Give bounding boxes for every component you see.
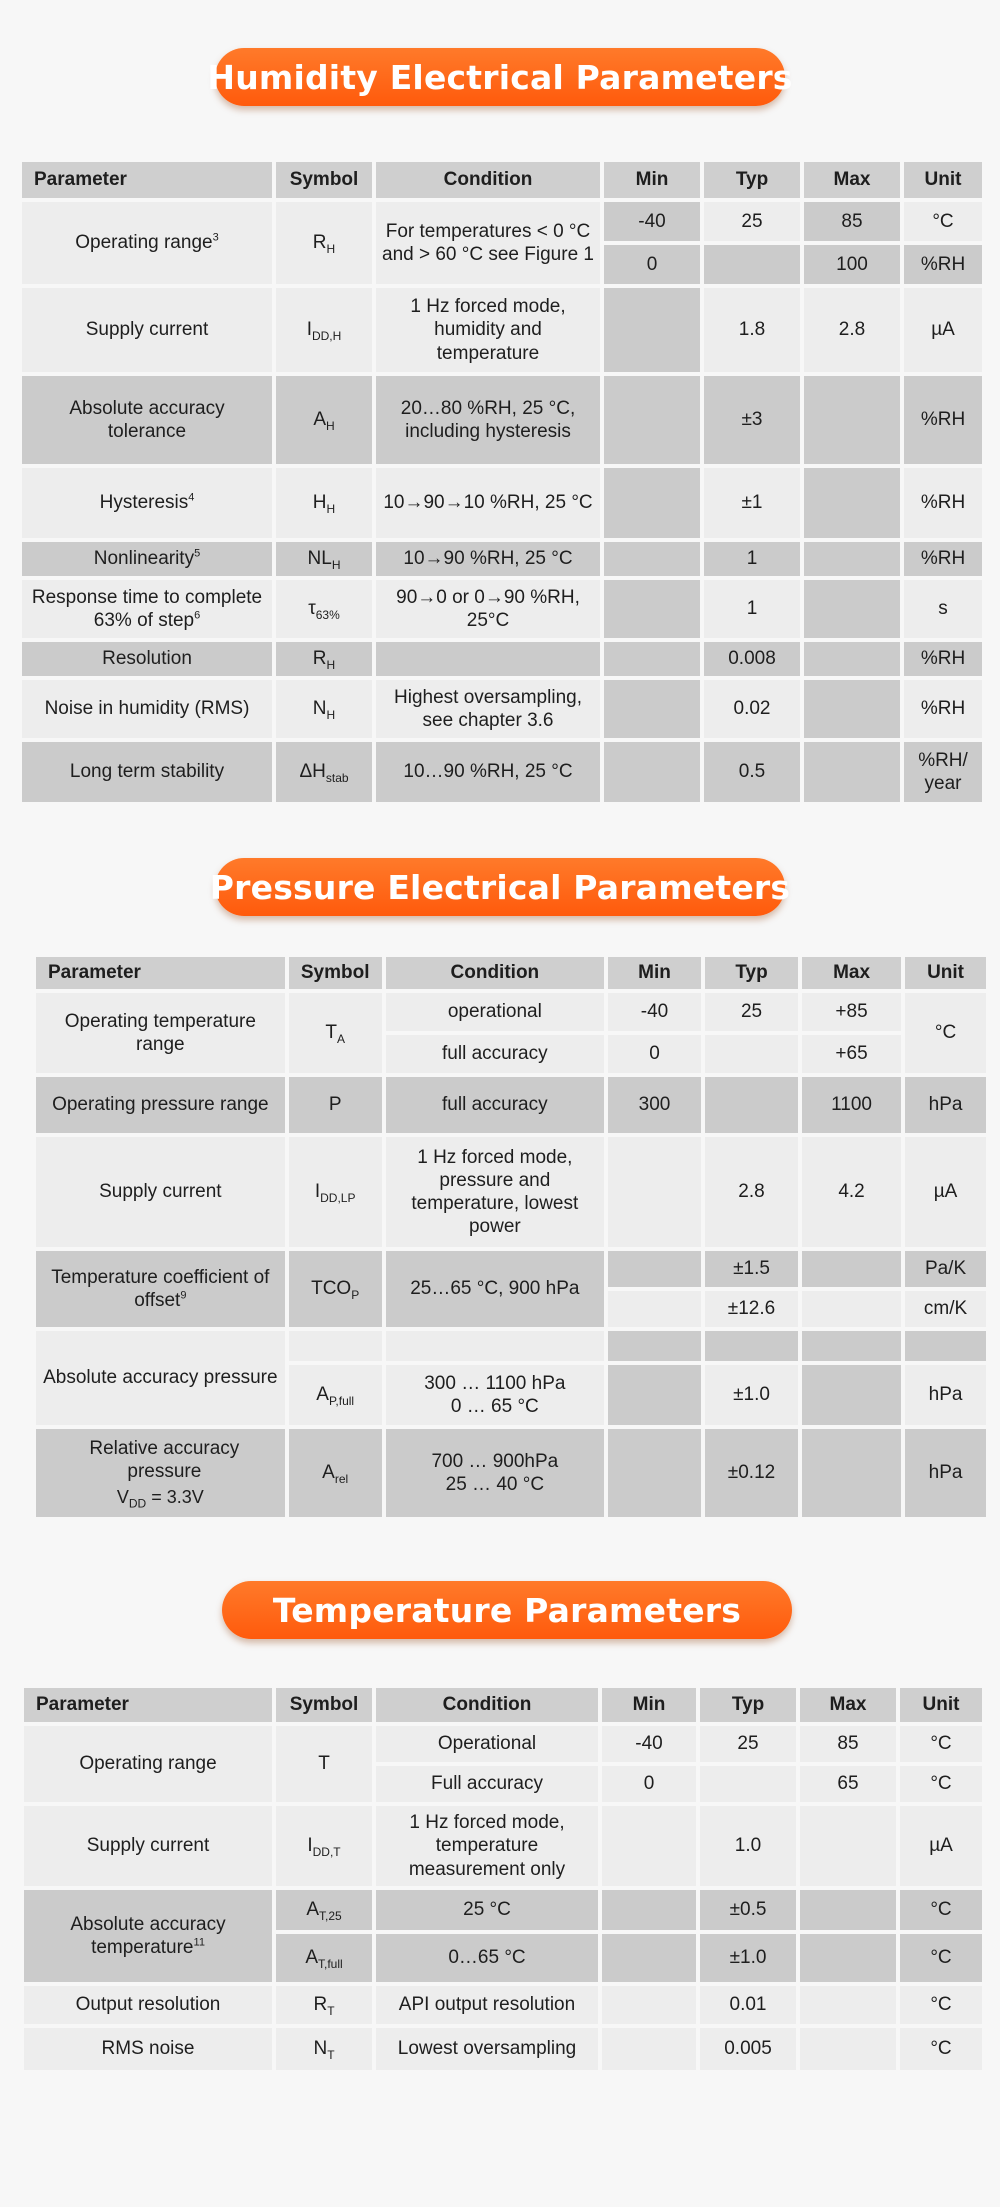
typ-cell: 25 [700, 1726, 796, 1762]
typ-cell: 25 [705, 993, 798, 1031]
column-header-condition: Condition [376, 162, 600, 198]
min-cell [604, 680, 700, 738]
max-cell [804, 542, 900, 576]
parameter-cell: Absolute accuracy pressure [36, 1331, 285, 1425]
column-header-symbol: Symbol [289, 957, 382, 989]
unit-cell: °C [900, 1726, 982, 1762]
table-row [22, 642, 982, 676]
parameter-cell: Relative accuracy pressure $V_{DD} = 3.3V$ [36, 1429, 285, 1517]
max-cell [802, 1429, 901, 1517]
column-header-max: Max [802, 957, 901, 989]
table-row [24, 1726, 982, 1762]
condition-cell: 1 Hz forced mode, pressure and temperature, lowest power [386, 1137, 604, 1247]
table-header-row [24, 1688, 982, 1722]
unit-cell: %RH [904, 642, 982, 676]
typ-cell: ±0.5 [700, 1890, 796, 1930]
unit-cell: %RH [904, 245, 982, 284]
typ-cell: 0.005 [700, 2028, 796, 2070]
condition-cell [376, 642, 600, 676]
max-cell [804, 680, 900, 738]
max-cell [800, 2028, 896, 2070]
max-cell [802, 1331, 901, 1361]
symbol-cell: $I_{DD,H}$ [276, 288, 372, 372]
min-cell [604, 642, 700, 676]
min-cell [602, 1890, 696, 1930]
table-row [22, 542, 982, 576]
min-cell: -40 [608, 993, 701, 1031]
min-cell [604, 376, 700, 464]
column-header-condition: Condition [386, 957, 604, 989]
typ-cell [700, 1766, 796, 1802]
symbol-cell: $I_{DD,T}$ [276, 1806, 372, 1886]
parameter-cell: Operating pressure range [36, 1077, 285, 1133]
parameter-cell: RMS noise [24, 2028, 272, 2070]
table-row [22, 202, 982, 241]
symbol-cell: $I_{DD,LP}$ [289, 1137, 382, 1247]
condition-cell: Full accuracy [376, 1766, 598, 1802]
max-cell [800, 1890, 896, 1930]
table-row [36, 1429, 986, 1517]
condition-cell: 300 … 1100 hPa 0 … 65 °C [386, 1365, 604, 1425]
typ-cell: 0.02 [704, 680, 800, 738]
column-header-min: Min [604, 162, 700, 198]
typ-cell: ±1 [704, 468, 800, 538]
condition-cell: 10…90 %RH, 25 °C [376, 742, 600, 802]
unit-cell: hPa [905, 1365, 986, 1425]
typ-cell: ±3 [704, 376, 800, 464]
temperature-section-title: Temperature Parameters [222, 1581, 792, 1639]
column-header-typ: Typ [700, 1688, 796, 1722]
max-cell: 100 [804, 245, 900, 284]
min-cell [608, 1365, 701, 1425]
min-cell [608, 1291, 701, 1327]
condition-cell: 10→90→10 %RH, 25 °C [376, 468, 600, 538]
min-cell [602, 2028, 696, 2070]
unit-cell: µA [905, 1137, 986, 1247]
typ-cell: ±1.0 [700, 1934, 796, 1982]
unit-cell: µA [900, 1806, 982, 1886]
typ-cell: ±0.12 [705, 1429, 798, 1517]
symbol-cell: $A_{T,25}$ [276, 1890, 372, 1930]
column-header-typ: Typ [704, 162, 800, 198]
table-row [22, 742, 982, 802]
table-header-row [36, 957, 986, 989]
condition-cell: Lowest oversampling [376, 2028, 598, 2070]
typ-cell: 2.8 [705, 1137, 798, 1247]
typ-cell: ±1.0 [705, 1365, 798, 1425]
max-cell: 85 [804, 202, 900, 241]
symbol-cell: $T_A$ [289, 993, 382, 1073]
min-cell [604, 542, 700, 576]
humidity-parameters-table [18, 158, 986, 806]
table-row [22, 468, 982, 538]
typ-cell: ±12.6 [705, 1291, 798, 1327]
unit-cell: µA [904, 288, 982, 372]
column-header-min: Min [608, 957, 701, 989]
min-cell [604, 288, 700, 372]
unit-cell: °C [900, 1986, 982, 2024]
condition-cell [386, 1331, 604, 1361]
condition-cell: Highest oversampling, see chapter 3.6 [376, 680, 600, 738]
condition-cell: 0…65 °C [376, 1934, 598, 1982]
symbol-cell: $R_H$ [276, 202, 372, 284]
column-header-max: Max [804, 162, 900, 198]
min-cell: 300 [608, 1077, 701, 1133]
unit-cell: °C [900, 1890, 982, 1930]
max-cell [800, 1806, 896, 1886]
table-row [22, 680, 982, 738]
condition-cell: 1 Hz forced mode, humidity and temperature [376, 288, 600, 372]
symbol-cell: $N_H$ [276, 680, 372, 738]
max-cell: 2.8 [804, 288, 900, 372]
min-cell: -40 [604, 202, 700, 241]
parameter-cell: Supply current [24, 1806, 272, 1886]
parameter-cell: Absolute accuracy temperature$^{11}$ [24, 1890, 272, 1982]
typ-cell: 0.008 [704, 642, 800, 676]
unit-cell: Pa/K [905, 1251, 986, 1287]
symbol-cell: $N_T$ [276, 2028, 372, 2070]
condition-cell: 1 Hz forced mode, temperature measurement only [376, 1806, 598, 1886]
min-cell [608, 1137, 701, 1247]
unit-cell: cm/K [905, 1291, 986, 1327]
max-cell: 4.2 [802, 1137, 901, 1247]
max-cell [800, 1986, 896, 2024]
parameter-cell: Long term stability [22, 742, 272, 802]
table-row [24, 1890, 982, 1930]
max-cell: 85 [800, 1726, 896, 1762]
pressure-section-title: Pressure Electrical Parameters [215, 858, 785, 916]
column-header-unit: Unit [900, 1688, 982, 1722]
min-cell [604, 468, 700, 538]
min-cell [602, 1806, 696, 1886]
unit-cell: °C [900, 1934, 982, 1982]
unit-cell: °C [904, 202, 982, 241]
table-row [36, 1137, 986, 1247]
min-cell: 0 [602, 1766, 696, 1802]
unit-cell: s [904, 580, 982, 638]
temperature-parameters-table [20, 1684, 986, 2074]
max-cell [804, 580, 900, 638]
parameter-cell: Absolute accuracy tolerance [22, 376, 272, 464]
unit-cell: °C [900, 2028, 982, 2070]
typ-cell [705, 1035, 798, 1073]
max-cell: +85 [802, 993, 901, 1031]
symbol-cell: $R_H$ [276, 642, 372, 676]
condition-cell: full accuracy [386, 1077, 604, 1133]
unit-cell: °C [905, 993, 986, 1073]
typ-cell: 1.0 [700, 1806, 796, 1886]
min-cell [602, 1934, 696, 1982]
typ-cell: 0.01 [700, 1986, 796, 2024]
max-cell: 1100 [802, 1077, 901, 1133]
condition-cell: 20…80 %RH, 25 °C, including hysteresis [376, 376, 600, 464]
typ-cell: 0.5 [704, 742, 800, 802]
symbol-cell [289, 1331, 382, 1361]
condition-cell: full accuracy [386, 1035, 604, 1073]
min-cell: 0 [608, 1035, 701, 1073]
unit-cell: %RH [904, 468, 982, 538]
condition-cell: 25…65 °C, 900 hPa [386, 1251, 604, 1327]
parameter-cell: Output resolution [24, 1986, 272, 2024]
min-cell: 0 [604, 245, 700, 284]
condition-cell: 25 °C [376, 1890, 598, 1930]
column-header-condition: Condition [376, 1688, 598, 1722]
max-cell [802, 1365, 901, 1425]
unit-cell: %RH [904, 542, 982, 576]
parameter-cell: Operating temperature range [36, 993, 285, 1073]
symbol-cell: $\tau_{63\%}$ [276, 580, 372, 638]
column-header-max: Max [800, 1688, 896, 1722]
max-cell [802, 1251, 901, 1287]
column-header-min: Min [602, 1688, 696, 1722]
column-header-parameter: Parameter [22, 162, 272, 198]
condition-cell: For temperatures < 0 °C and > 60 °C see Figure 1 [376, 202, 600, 284]
symbol-cell: $\Delta H_{stab}$ [276, 742, 372, 802]
parameter-cell: Resolution [22, 642, 272, 676]
min-cell [604, 742, 700, 802]
typ-cell [704, 245, 800, 284]
column-header-symbol: Symbol [276, 1688, 372, 1722]
table-row [36, 1331, 986, 1361]
unit-cell: °C [900, 1766, 982, 1802]
symbol-cell: $TCO_P$ [289, 1251, 382, 1327]
condition-cell: 700 … 900hPa 25 … 40 °C [386, 1429, 604, 1517]
condition-cell: Operational [376, 1726, 598, 1762]
max-cell: 65 [800, 1766, 896, 1802]
symbol-cell: $H_H$ [276, 468, 372, 538]
column-header-parameter: Parameter [36, 957, 285, 989]
max-cell: +65 [802, 1035, 901, 1073]
min-cell [604, 580, 700, 638]
parameter-cell: Operating range [24, 1726, 272, 1802]
symbol-cell: T [276, 1726, 372, 1802]
parameter-cell: Hysteresis$^4$ [22, 468, 272, 538]
parameter-cell: Response time to complete 63% of step$^6$ [22, 580, 272, 638]
pressure-parameters-table [32, 953, 990, 1521]
table-row [24, 1986, 982, 2024]
max-cell [802, 1291, 901, 1327]
condition-cell: 10→90 %RH, 25 °C [376, 542, 600, 576]
parameter-cell: Noise in humidity (RMS) [22, 680, 272, 738]
typ-cell: 1 [704, 580, 800, 638]
unit-cell: hPa [905, 1429, 986, 1517]
parameter-cell: Operating range$^3$ [22, 202, 272, 284]
column-header-unit: Unit [905, 957, 986, 989]
condition-cell: 90→0 or 0→90 %RH, 25°C [376, 580, 600, 638]
typ-cell [705, 1331, 798, 1361]
parameter-cell: Temperature coefficient of offset$^9$ [36, 1251, 285, 1327]
symbol-cell: P [289, 1077, 382, 1133]
unit-cell: %RH/ year [904, 742, 982, 802]
humidity-section-title: Humidity Electrical Parameters [215, 48, 785, 106]
min-cell [608, 1331, 701, 1361]
min-cell [602, 1986, 696, 2024]
typ-cell: ±1.5 [705, 1251, 798, 1287]
parameter-cell: Supply current [36, 1137, 285, 1247]
symbol-cell: $NL_H$ [276, 542, 372, 576]
typ-cell [705, 1077, 798, 1133]
symbol-cell: $A_{rel}$ [289, 1429, 382, 1517]
table-row [24, 1806, 982, 1886]
symbol-cell: $R_T$ [276, 1986, 372, 2024]
max-cell [800, 1934, 896, 1982]
min-cell [608, 1251, 701, 1287]
table-row [24, 2028, 982, 2070]
table-header-row [22, 162, 982, 198]
parameter-cell: Nonlinearity$^5$ [22, 542, 272, 576]
table-row [22, 580, 982, 638]
condition-cell: API output resolution [376, 1986, 598, 2024]
table-row [22, 288, 982, 372]
unit-cell: %RH [904, 376, 982, 464]
parameter-cell: Supply current [22, 288, 272, 372]
min-cell: -40 [602, 1726, 696, 1762]
table-row [36, 993, 986, 1031]
unit-cell [905, 1331, 986, 1361]
typ-cell: 1 [704, 542, 800, 576]
table-row [22, 376, 982, 464]
table-row [36, 1251, 986, 1287]
column-header-typ: Typ [705, 957, 798, 989]
max-cell [804, 642, 900, 676]
typ-cell: 1.8 [704, 288, 800, 372]
unit-cell: hPa [905, 1077, 986, 1133]
max-cell [804, 376, 900, 464]
symbol-cell: $A_{T,full}$ [276, 1934, 372, 1982]
column-header-symbol: Symbol [276, 162, 372, 198]
column-header-unit: Unit [904, 162, 982, 198]
symbol-cell: $A_{P,full}$ [289, 1365, 382, 1425]
column-header-parameter: Parameter [24, 1688, 272, 1722]
min-cell [608, 1429, 701, 1517]
max-cell [804, 468, 900, 538]
table-row [36, 1077, 986, 1133]
condition-cell: operational [386, 993, 604, 1031]
typ-cell: 25 [704, 202, 800, 241]
symbol-cell: $A_H$ [276, 376, 372, 464]
max-cell [804, 742, 900, 802]
unit-cell: %RH [904, 680, 982, 738]
